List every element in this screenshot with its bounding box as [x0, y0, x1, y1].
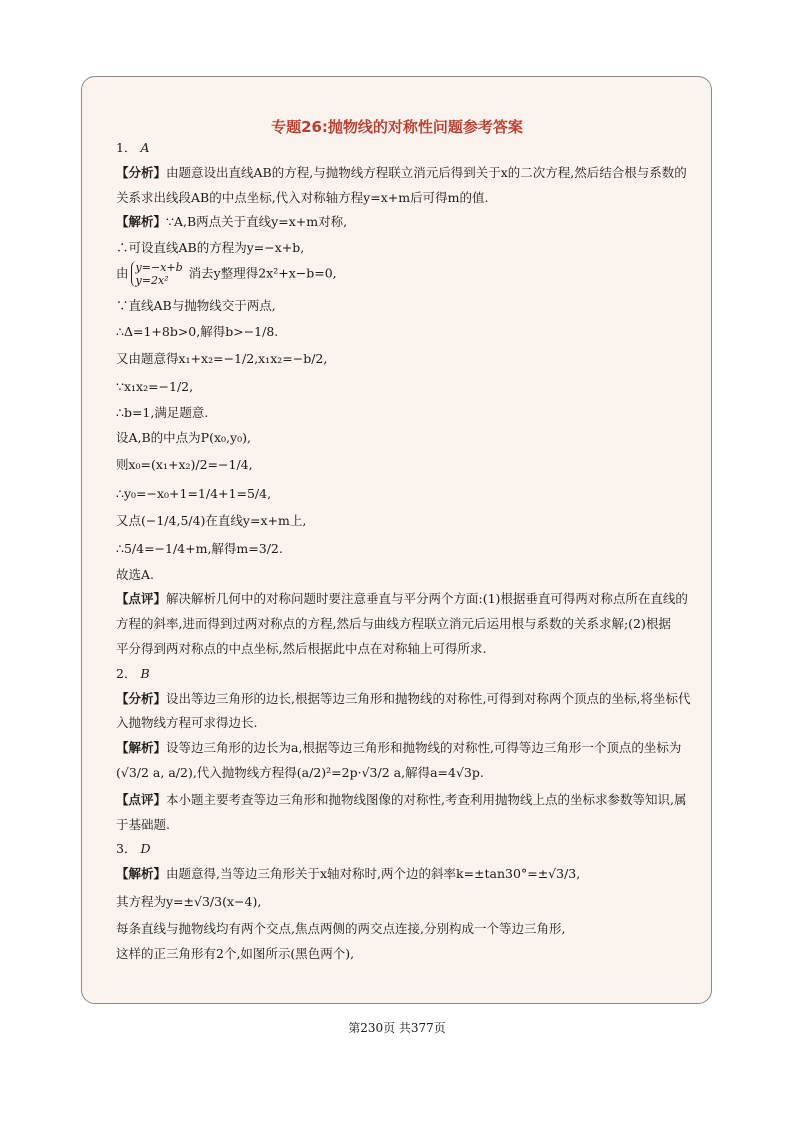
q1-solution-system: 由 y=−x+b y=2x² 消去y整理得2x²+x−b=0, [116, 261, 337, 287]
q2-comment-line1: 【点评】本小题主要考查等边三角形和抛物线图像的对称性,考查利用抛物线上点的坐标求参数等知识,属 [116, 792, 687, 807]
equation-system: y=−x+b y=2x² [131, 261, 183, 287]
q1-header [116, 139, 149, 157]
q1-solution-line12: 又点(−1/4,5/4)在直线y=x+m上, [116, 513, 307, 528]
analysis-tag: 【分析】 [116, 165, 167, 180]
q1-solution-line2: ∴可设直线AB的方程为y=−x+b, [116, 240, 305, 255]
q1-solution-line13: ∴5/4=−1/4+m,解得m=3/2. [116, 541, 283, 556]
page-title: 专题26:抛物线的对称性问题参考答案 [271, 118, 523, 136]
q2-answer: B [140, 666, 150, 681]
q1-solution-line9: 设A,B的中点为P(x₀,y₀), [116, 430, 251, 445]
q2-solution-line1: 【解析】设等边三角形的边长为a,根据等边三角形和抛物线的对称性,可得等边三角形一个顶点的坐标为 [116, 740, 682, 755]
q1-solution-line4: ∵直线AB与抛物线交于两点, [116, 298, 276, 313]
page-footer: 第230页 共377页 [348, 1021, 446, 1035]
q1-comment-line3: 平分得到两对称点的中点坐标,然后根据此中点在对称轴上可得所求. [116, 641, 487, 656]
q2-solution-line2: (√3/2 a, a/2),代入抛物线方程得(a/2)²=2p·√3/2 a,解得a=4√3p. [116, 765, 484, 780]
q2-number: 2． [116, 666, 137, 681]
q1-comment-line2: 方程的斜率,进而得到过两对称点的方程,然后与曲线方程联立消元后运用根与系数的关系求解;(2)根据 [116, 616, 671, 631]
q1-solution-line14: 故选A. [116, 567, 155, 582]
q3-solution-line4: 这样的正三角形有2个,如图所示(黑色两个), [116, 946, 355, 961]
q1-solution-line10: 则x₀=(x₁+x₂)/2=−1/4, [116, 457, 253, 472]
q2-header [116, 665, 150, 683]
q2-comment-line2: 于基础题. [116, 817, 170, 832]
q3-solution-line1: 【解析】由题意得,当等边三角形关于x轴对称时,两个边的斜率k=±tan30°=±√3/3, [116, 866, 581, 881]
q3-solution-line2: 其方程为y=±√3/3(x−4), [116, 894, 262, 909]
q1-analysis-line2: 关系求出线段AB的中点坐标,代入对称轴方程y=x+m后可得m的值. [116, 190, 489, 205]
q2-analysis-line2: 入抛物线方程可求得边长. [116, 715, 258, 730]
q1-solution-line8: ∴b=1,满足题意. [116, 405, 209, 420]
q1-number: 1． [116, 140, 137, 155]
q1-analysis-line1: 【分析】由题意设出直线AB的方程,与抛物线方程联立消元后得到关于x的二次方程,然后结合根与系数的 [116, 165, 687, 180]
q1-answer: A [140, 140, 150, 155]
q3-number: 3． [116, 841, 137, 856]
q3-solution-line3: 每条直线与抛物线均有两个交点,焦点两侧的两交点连接,分别构成一个等边三角形, [116, 921, 566, 936]
q1-solution-line7: ∵x₁x₂=−1/2, [116, 379, 194, 394]
q3-answer: D [140, 841, 151, 856]
comment-tag: 【点评】 [116, 591, 167, 606]
q2-analysis-line1: 【分析】设出等边三角形的边长,根据等边三角形和抛物线的对称性,可得到对称两个顶点的坐标,将坐标代 [116, 691, 691, 706]
q1-solution-line6: 又由题意得x₁+x₂=−1/2,x₁x₂=−b/2, [116, 351, 328, 366]
q1-solution-line5: ∴Δ=1+8b>0,解得b>−1/8. [116, 324, 279, 339]
q3-header [116, 840, 150, 858]
q1-solution-line1: 【解析】∵A,B两点关于直线y=x+m对称, [116, 214, 348, 229]
solution-tag: 【解析】 [116, 214, 167, 229]
q1-comment-line1: 【点评】解决解析几何中的对称问题时要注意垂直与平分两个方面:(1)根据垂直可得两对称点所在直线的 [116, 591, 688, 606]
q1-solution-line11: ∴y₀=−x₀+1=1/4+1=5/4, [116, 486, 272, 501]
